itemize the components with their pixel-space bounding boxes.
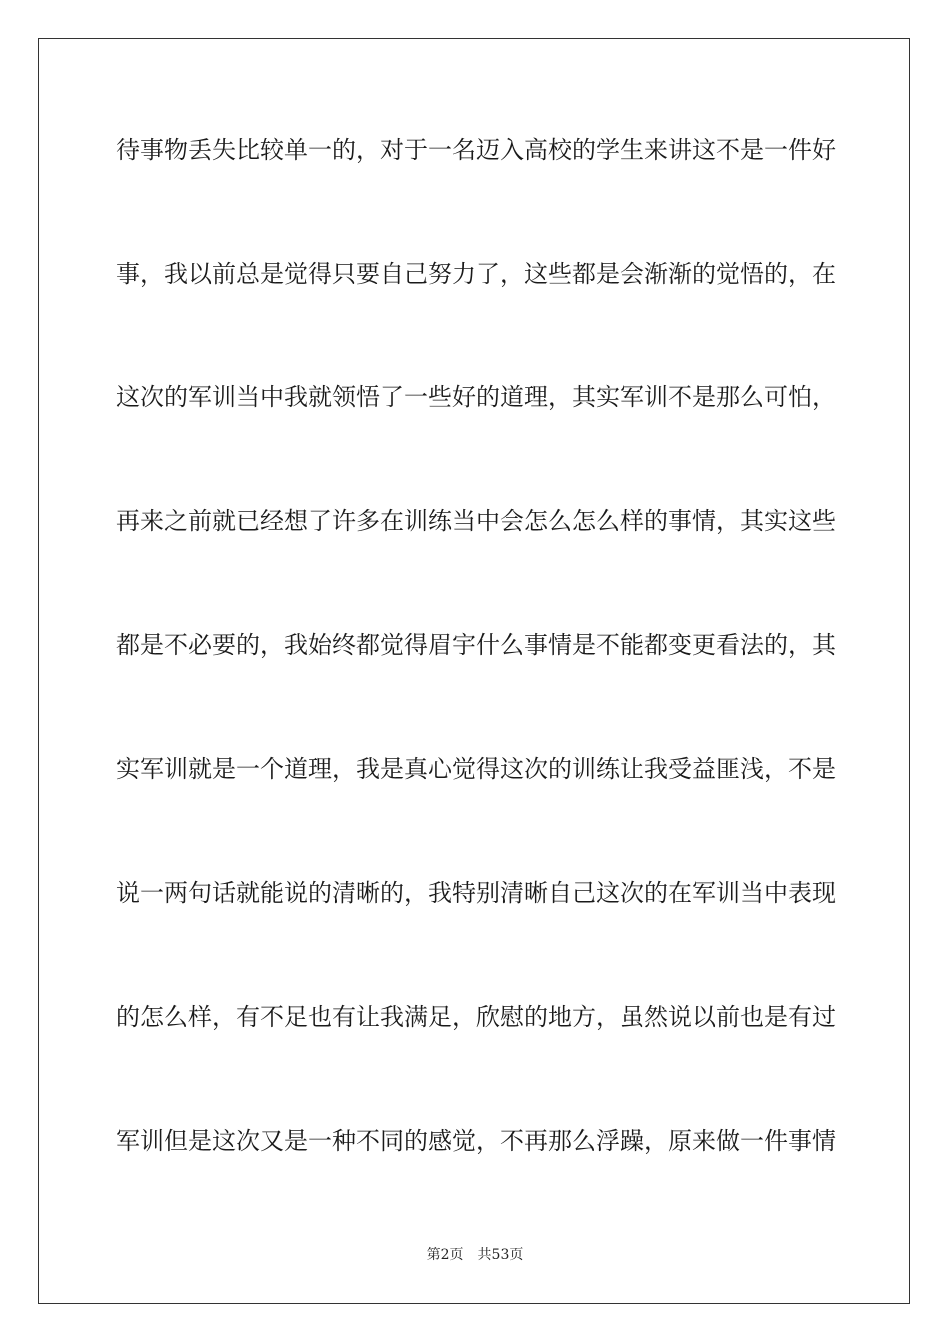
body-text-line-7: 说一两句话就能说的清晰的，我特别清晰自己这次的在军训当中表现: [116, 879, 836, 907]
body-text-line-1: 待事物丢失比较单一的，对于一名迈入高校的学生来讲这不是一件好: [116, 136, 836, 164]
body-text-line-6: 实军训就是一个道理，我是真心觉得这次的训练让我受益匪浅，不是: [116, 755, 836, 783]
page-footer: [0, 1246, 950, 1264]
body-text-line-4: 再来之前就已经想了许多在训练当中会怎么怎么样的事情，其实这些: [116, 507, 836, 535]
body-text-line-3: 这次的军训当中我就领悟了一些好的道理，其实军训不是那么可怕，: [116, 383, 836, 411]
body-text-line-9: 军训但是这次又是一种不同的感觉，不再那么浮躁，原来做一件事情: [116, 1127, 836, 1155]
body-text-line-8: 的怎么样，有不足也有让我满足，欣慰的地方，虽然说以前也是有过: [116, 1003, 836, 1031]
body-text-line-5: 都是不必要的，我始终都觉得眉宇什么事情是不能都变更看法的，其: [116, 631, 836, 659]
body-text-line-2: 事，我以前总是觉得只要自己努力了，这些都是会渐渐的觉悟的，在: [116, 260, 836, 288]
page-total: 共53页: [477, 1247, 524, 1263]
page-number: 第2页: [426, 1247, 464, 1263]
page-border: [38, 38, 910, 1304]
